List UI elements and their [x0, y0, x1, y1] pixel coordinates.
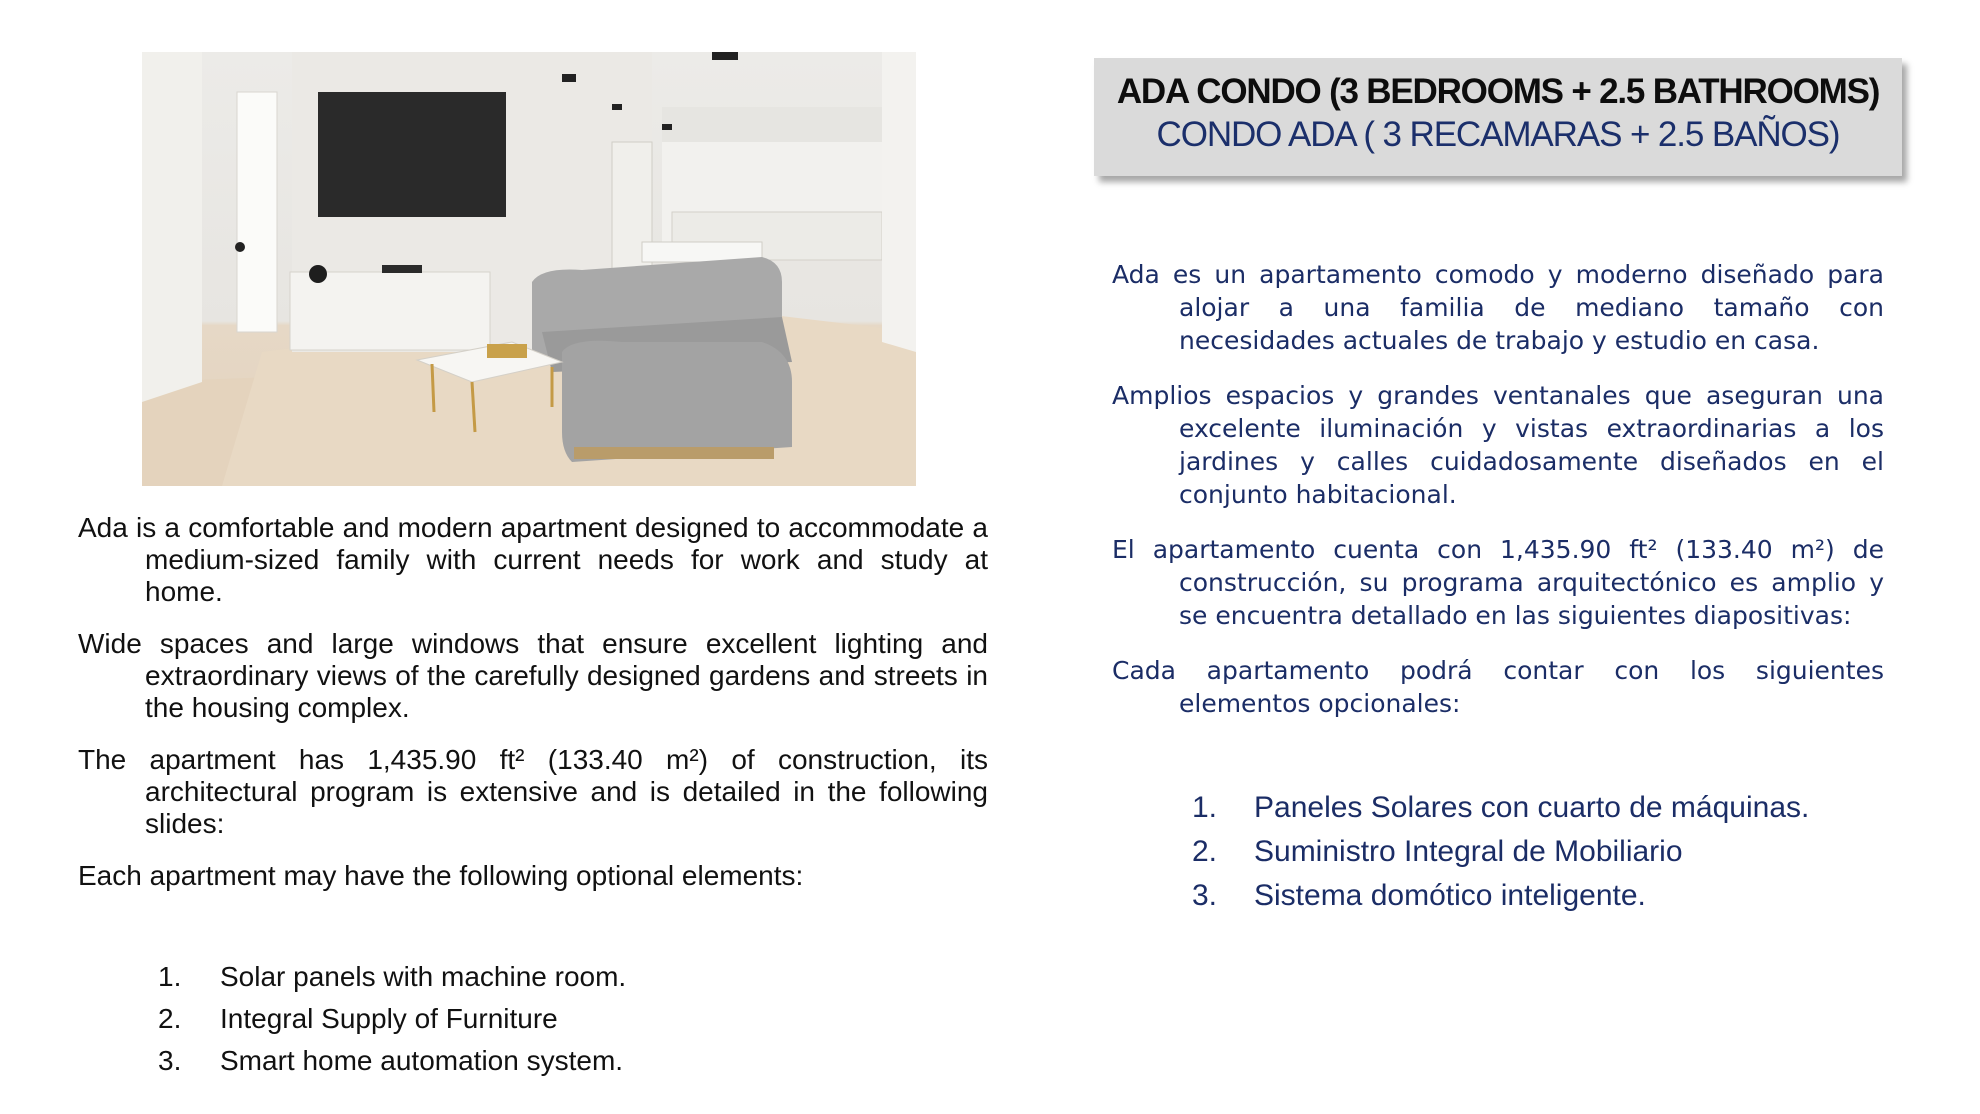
title-box	[1094, 58, 1902, 176]
spanish-paragraph: Amplios espacios y grandes ventanales que aseguran una excelente iluminación y vistas extraordinarias a los jardines y calles cuidadosamente diseñados en el conjunto habitacional.	[1112, 381, 1884, 509]
list-number: 3.	[1192, 879, 1218, 912]
english-paragraph: Wide spaces and large windows that ensure excellent lighting and extraordinary views of the carefully designed gardens and streets in the housing complex.	[78, 628, 988, 723]
list-item	[158, 998, 626, 1040]
page-title: ADA CONDO (3 BEDROOMS + 2.5 BATHROOMS)	[1116, 72, 1880, 111]
list-number: 2.	[1192, 835, 1218, 868]
english-description	[78, 512, 988, 912]
spanish-paragraph: Ada es un apartamento comodo y moderno diseñado para alojar a una familia de mediano tamaño con necesidades actuales de trabajo y estudio en casa.	[1112, 260, 1884, 355]
living-room-rendering-image	[142, 52, 916, 486]
list-item	[1192, 874, 1809, 918]
english-paragraph: Ada is a comfortable and modern apartment designed to accommodate a medium-sized family with current needs for work and study at home.	[78, 512, 988, 607]
list-number: 1.	[1192, 791, 1218, 824]
list-text: Paneles Solares con cuarto de máquinas.	[1254, 791, 1810, 824]
list-number: 2.	[158, 1003, 182, 1034]
list-text: Suministro Integral de Mobiliario	[1254, 835, 1683, 868]
list-number: 3.	[158, 1045, 182, 1076]
list-text: Solar panels with machine room.	[220, 961, 627, 992]
list-item	[1192, 830, 1809, 874]
spanish-optional-elements-list	[1192, 786, 1809, 918]
spanish-paragraph: Cada apartamento podrá contar con los siguientes elementos opcionales:	[1112, 656, 1884, 718]
spanish-paragraph: El apartamento cuenta con 1,435.90 ft² (133.40 m²) de construcción, su programa arquitectónico es amplio y se encuentra detallado en las siguientes diapositivas:	[1112, 535, 1884, 630]
list-item	[158, 956, 626, 998]
list-text: Sistema domótico inteligente.	[1254, 879, 1646, 912]
list-item	[1192, 786, 1809, 830]
list-item	[158, 1040, 626, 1082]
page-subtitle: CONDO ADA ( 3 RECAMARAS + 2.5 BAÑOS)	[1156, 115, 1840, 154]
english-optional-elements-list	[158, 956, 626, 1082]
english-paragraph: Each apartment may have the following optional elements:	[78, 860, 804, 891]
list-text: Integral Supply of Furniture	[220, 1003, 558, 1034]
list-number: 1.	[158, 961, 182, 992]
list-text: Smart home automation system.	[220, 1045, 624, 1076]
spanish-description	[1112, 258, 1884, 742]
english-paragraph: The apartment has 1,435.90 ft² (133.40 m²) of construction, its architectural program is extensive and is detailed in the following slides:	[78, 744, 988, 839]
